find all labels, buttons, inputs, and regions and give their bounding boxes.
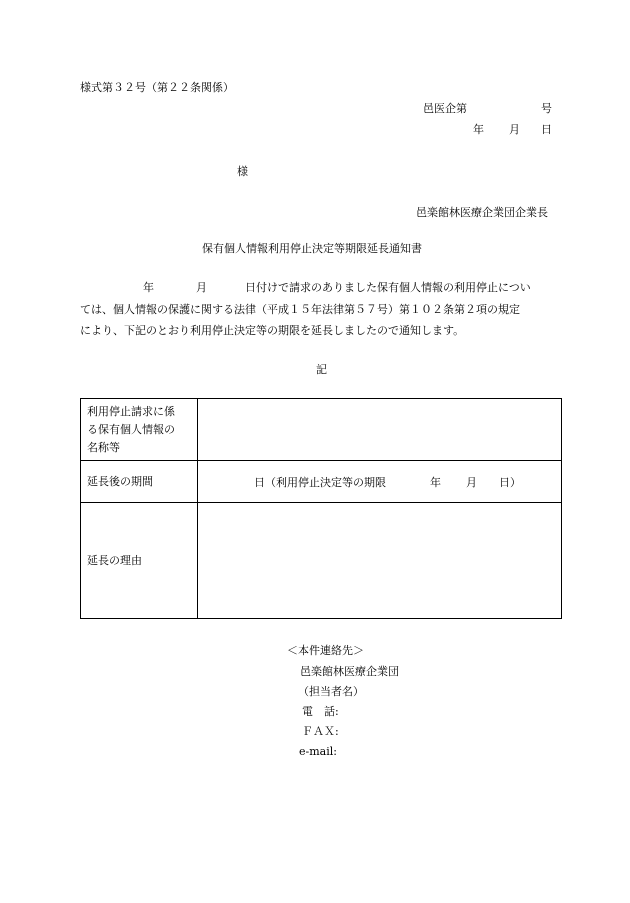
issue-date-day: 日 <box>541 123 552 136</box>
body-line-1-text: 日付けで請求のありました保有個人情報の利用停止につい <box>245 281 531 294</box>
table-row-subject <box>81 399 562 461</box>
issue-date-month: 月 <box>509 123 520 136</box>
value-period <box>198 461 562 503</box>
value-reason <box>198 503 562 619</box>
contact-person: （担当者名） <box>298 685 364 698</box>
label-subject <box>81 399 198 461</box>
issue-date <box>473 124 552 135</box>
ki-heading: 記 <box>316 363 327 376</box>
contact-fax: ＦＡＸ: <box>302 725 339 738</box>
table-row-reason <box>81 503 562 619</box>
form-number: 様式第３２号（第２２条関係） <box>80 81 234 94</box>
contact-tel: 電 話: <box>302 705 339 718</box>
document-number-prefix: 邑医企第 <box>423 102 467 115</box>
body-line-3: により、下記のとおり利用停止決定等の期限を延長しましたので通知します。 <box>80 324 465 337</box>
period-month: 月 <box>466 475 477 489</box>
period-year: 年 <box>430 475 441 489</box>
issue-date-year: 年 <box>473 123 484 136</box>
extension-table <box>80 398 562 619</box>
value-subject <box>198 399 562 461</box>
body-line-2: ては、個人情報の保護に関する法律（平成１５年法律第５７号）第１０２条第２項の規定 <box>80 303 520 316</box>
addressee-honorific: 様 <box>237 165 248 178</box>
period-day-close: 日） <box>499 475 521 489</box>
contact-heading: ＜本件連絡先＞ <box>287 644 364 657</box>
body-month: 月 <box>196 281 207 294</box>
table-row-period <box>81 461 562 503</box>
sender-title: 邑楽館林医療企業団企業長 <box>416 206 548 219</box>
document-title: 保有個人情報利用停止決定等期限延長通知書 <box>202 242 422 255</box>
label-subject-line-2: る保有個人情報の <box>87 422 175 436</box>
document-number <box>423 103 552 114</box>
body-year: 年 <box>143 281 154 294</box>
contact-org: 邑楽館林医療企業団 <box>300 665 399 678</box>
body-line-1 <box>80 282 531 293</box>
label-subject-line-1: 利用停止請求に係 <box>87 404 175 418</box>
period-day-text: 日（利用停止決定等の期限 <box>254 475 386 489</box>
label-reason: 延長の理由 <box>81 503 198 619</box>
label-subject-line-3: 名称等 <box>87 440 120 454</box>
label-period: 延長後の期間 <box>81 461 198 503</box>
contact-email: e-mail: <box>299 745 337 758</box>
document-number-suffix: 号 <box>541 102 552 115</box>
